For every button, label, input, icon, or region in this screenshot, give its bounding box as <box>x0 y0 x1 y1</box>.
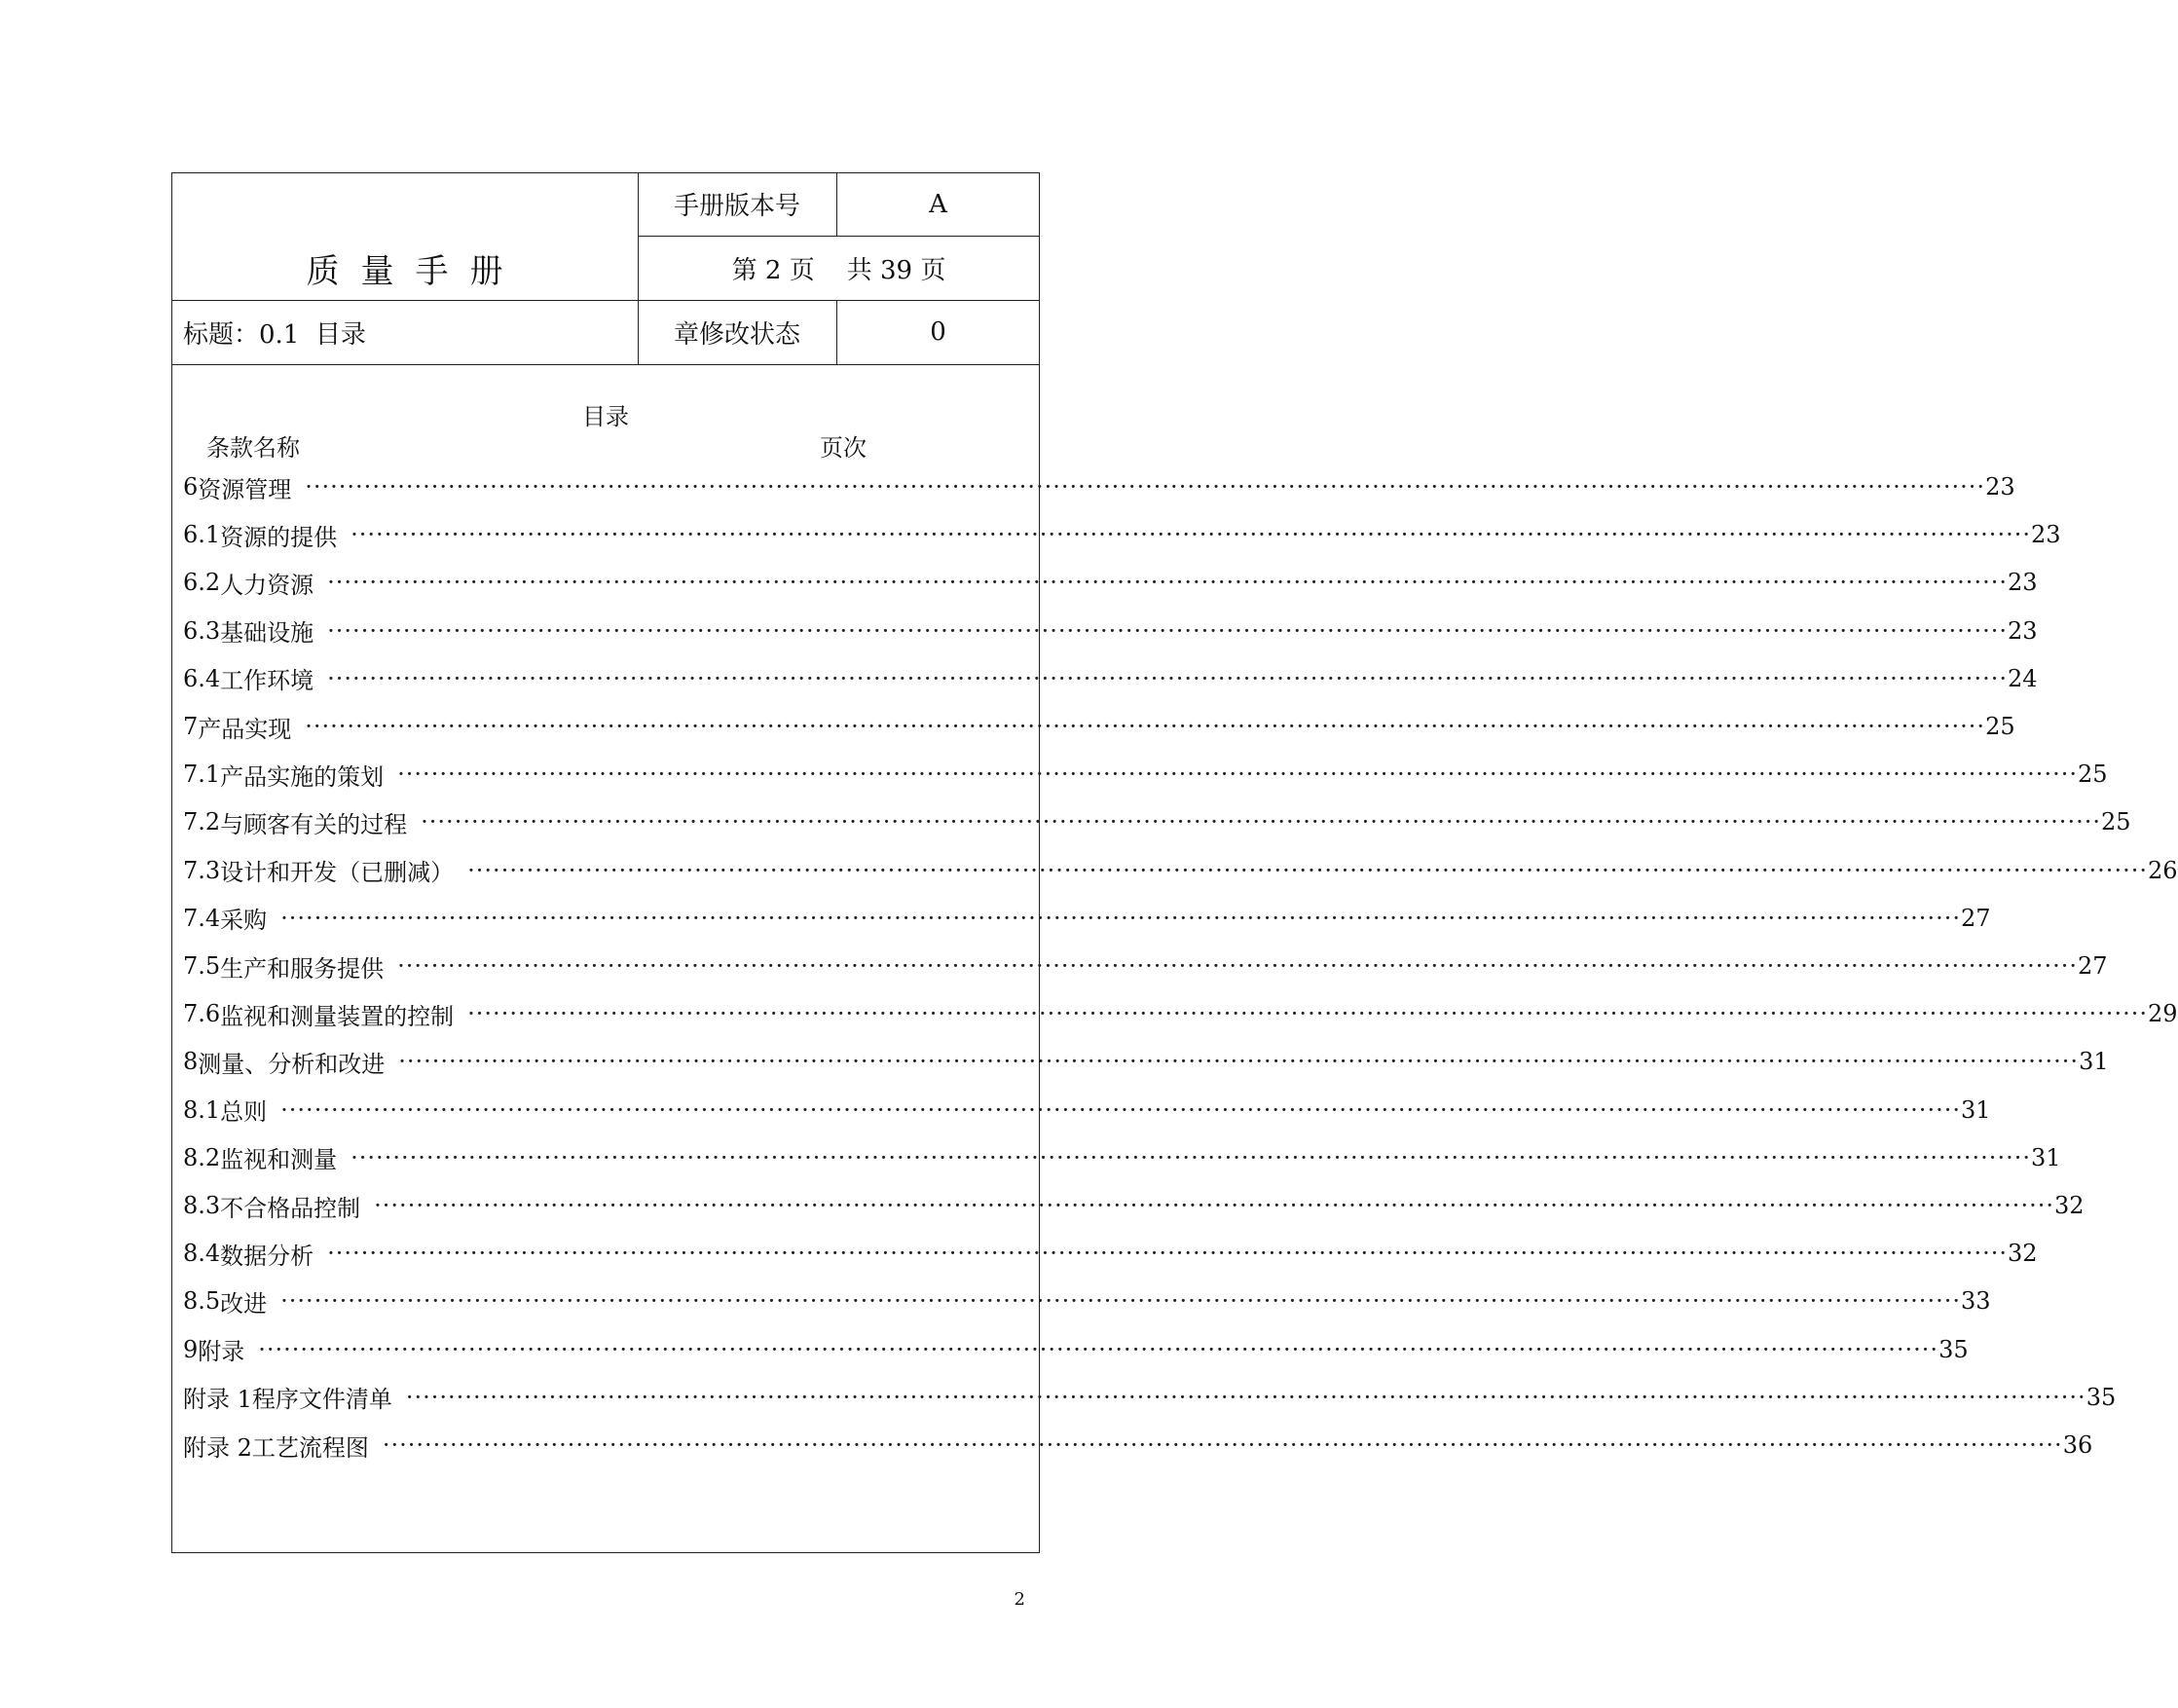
toc-leader-dots: ········································································································································································································ <box>305 473 1986 501</box>
page-number: 2 <box>1014 1589 1025 1610</box>
toc-entry-number: 7.1 <box>183 761 221 789</box>
toc-entry-title: 资源管理 <box>198 475 292 503</box>
toc-entry-title: 测量、分析和改进 <box>198 1050 386 1078</box>
toc-entry-number: 7.2 <box>183 808 221 836</box>
toc-entry-title: 工艺流程图 <box>251 1433 369 1462</box>
toc-leader-dots: ········································································································································································································ <box>327 616 2008 645</box>
version-value: A <box>929 189 947 219</box>
toc-column-page: 页次 <box>820 434 867 462</box>
toc-entry <box>183 1184 2085 1227</box>
toc-entry-title: 不合格品控制 <box>220 1194 361 1222</box>
toc-entry-page: 23 <box>2007 569 2038 597</box>
toc-entry <box>183 465 2015 508</box>
toc-entry-title: 监视和测量 <box>220 1146 338 1174</box>
toc-entry-title: 生产和服务提供 <box>220 954 385 983</box>
toc-leader-dots: ········································································································································································································ <box>397 761 2078 789</box>
toc-entry <box>183 897 1991 940</box>
subject-label: 标题：0.1 目录 <box>183 319 366 350</box>
toc-entry-title: 程序文件清单 <box>251 1386 392 1414</box>
page-info: 第 2 页 共 39 页 <box>731 255 946 285</box>
toc-entry <box>183 513 2061 556</box>
version-label: 手册版本号 <box>673 192 800 221</box>
toc-leader-dots: ········································································································································································································ <box>397 952 2078 980</box>
toc-leader-dots: ········································································································································································································ <box>258 1335 1939 1363</box>
toc-entry-number: 附录 2 <box>183 1433 252 1462</box>
toc-entry-number: 8.4 <box>183 1240 221 1268</box>
toc-entry-title: 监视和测量装置的控制 <box>220 1002 455 1030</box>
toc-entry <box>183 1424 2093 1467</box>
toc-entry-page: 29 <box>2147 1000 2178 1028</box>
toc-entry-title: 采购 <box>220 907 268 935</box>
toc-leader-dots: ········································································································································································································ <box>327 569 2008 597</box>
toc-leader-dots: ········································································································································································································ <box>280 1095 1961 1124</box>
toc-entry-title: 总则 <box>220 1098 268 1127</box>
toc-entry <box>183 1376 2117 1419</box>
toc-entry-title: 附录 <box>198 1338 245 1366</box>
toc-entry-page: 25 <box>2100 808 2131 836</box>
toc-entry-number: 8.5 <box>183 1287 221 1316</box>
toc-entry <box>183 849 2178 892</box>
toc-entry-title: 与顾客有关的过程 <box>220 810 408 838</box>
toc-heading: 目录 <box>582 403 629 430</box>
toc-leader-dots: ········································································································································································································ <box>327 1240 2008 1268</box>
toc-entry <box>183 1232 2038 1275</box>
toc-entry-title: 数据分析 <box>220 1242 314 1270</box>
toc-entry-page: 25 <box>1985 713 2015 740</box>
toc-entry <box>183 705 2015 748</box>
revision-label: 章修改状态 <box>673 319 800 350</box>
toc-leader-dots: ········································································································································································································ <box>351 521 2031 549</box>
toc-entry-page: 23 <box>1985 473 2015 501</box>
toc-entry <box>183 610 2038 652</box>
toc-entry-page: 25 <box>2077 761 2108 789</box>
toc-entry-page: 27 <box>1960 904 1991 932</box>
toc-entry-number: 7.6 <box>183 1000 221 1028</box>
toc-entry-number: 7.4 <box>183 904 221 932</box>
toc-entry-title: 产品实施的策划 <box>220 762 385 791</box>
toc-entry-title: 设计和开发（已删减） <box>220 859 455 887</box>
revision-value: 0 <box>930 317 946 347</box>
toc-entry <box>183 800 2131 843</box>
toc-entry <box>183 1040 2109 1083</box>
toc-entry-page: 31 <box>2030 1143 2061 1171</box>
toc-entry-page: 35 <box>2086 1383 2117 1411</box>
toc-entry-page: 23 <box>2030 521 2061 549</box>
toc-entry <box>183 1280 1991 1322</box>
toc-leader-dots: ········································································································································································································ <box>421 808 2101 836</box>
toc-entry-number: 8 <box>183 1048 199 1076</box>
toc-leader-dots: ········································································································································································································ <box>280 904 1961 932</box>
toc-entry-number: 7 <box>183 713 199 740</box>
toc-entry-number: 6.1 <box>183 521 221 549</box>
toc-leader-dots: ········································································································································································································ <box>280 1287 1961 1316</box>
toc-entry-number: 6.4 <box>183 664 221 692</box>
toc-entry-number: 附录 1 <box>183 1386 252 1414</box>
toc-entry-page: 32 <box>2053 1192 2085 1219</box>
toc-entry-title: 资源的提供 <box>220 523 338 551</box>
toc-entry-page: 33 <box>1960 1287 1991 1316</box>
toc-entry-number: 8.2 <box>183 1143 221 1171</box>
toc-entry-title: 产品实现 <box>198 715 292 743</box>
toc-leader-dots: ········································································································································································································ <box>382 1431 2063 1459</box>
toc-entry <box>183 657 2038 700</box>
toc-entry-page: 32 <box>2007 1240 2038 1268</box>
toc-entry-number: 6.2 <box>183 569 221 597</box>
toc-entry-page: 24 <box>2007 664 2038 692</box>
toc-leader-dots: ········································································································································································································ <box>467 1000 2148 1028</box>
toc-entry-number: 8.1 <box>183 1095 221 1124</box>
toc-entry <box>183 753 2108 796</box>
toc-entry <box>183 945 2108 987</box>
toc-leader-dots: ········································································································································································································ <box>327 664 2008 692</box>
toc-entry-page: 36 <box>2062 1431 2093 1459</box>
toc-leader-dots: ········································································································································································································ <box>405 1383 2086 1411</box>
divider <box>171 364 1040 365</box>
toc-entry-title: 基础设施 <box>220 619 314 648</box>
toc-entry-page: 35 <box>1938 1335 1969 1363</box>
toc-entry-title: 人力资源 <box>220 571 314 599</box>
toc-entry-page: 23 <box>2007 616 2038 645</box>
toc-entry-number: 8.3 <box>183 1192 221 1219</box>
toc-entry <box>183 992 2178 1035</box>
toc-entry-number: 9 <box>183 1335 199 1363</box>
toc-entry <box>183 1136 2061 1179</box>
toc-leader-dots: ········································································································································································································ <box>374 1192 2054 1219</box>
manual-title: 质量手册 <box>306 251 525 291</box>
toc-entry-title: 工作环境 <box>220 667 314 695</box>
toc-entry <box>183 561 2038 604</box>
toc-entry-number: 6 <box>183 473 199 501</box>
toc-entry-number: 6.3 <box>183 616 221 645</box>
toc-entry-title: 改进 <box>220 1289 268 1318</box>
toc-leader-dots: ········································································································································································································ <box>305 713 1986 740</box>
toc-entry-page: 26 <box>2147 856 2178 884</box>
toc-entry-page: 31 <box>2079 1048 2109 1076</box>
toc-entry <box>183 1328 1969 1371</box>
toc-entry-page: 31 <box>1960 1095 1991 1124</box>
toc-leader-dots: ········································································································································································································ <box>398 1048 2080 1076</box>
toc-leader-dots: ········································································································································································································ <box>467 856 2148 884</box>
toc-entry <box>183 1089 1991 1132</box>
toc-entry-number: 7.5 <box>183 952 221 980</box>
toc-column-item: 条款名称 <box>206 434 300 462</box>
toc-entry-number: 7.3 <box>183 856 221 884</box>
toc-leader-dots: ········································································································································································································ <box>351 1143 2031 1171</box>
toc-entry-page: 27 <box>2077 952 2108 980</box>
